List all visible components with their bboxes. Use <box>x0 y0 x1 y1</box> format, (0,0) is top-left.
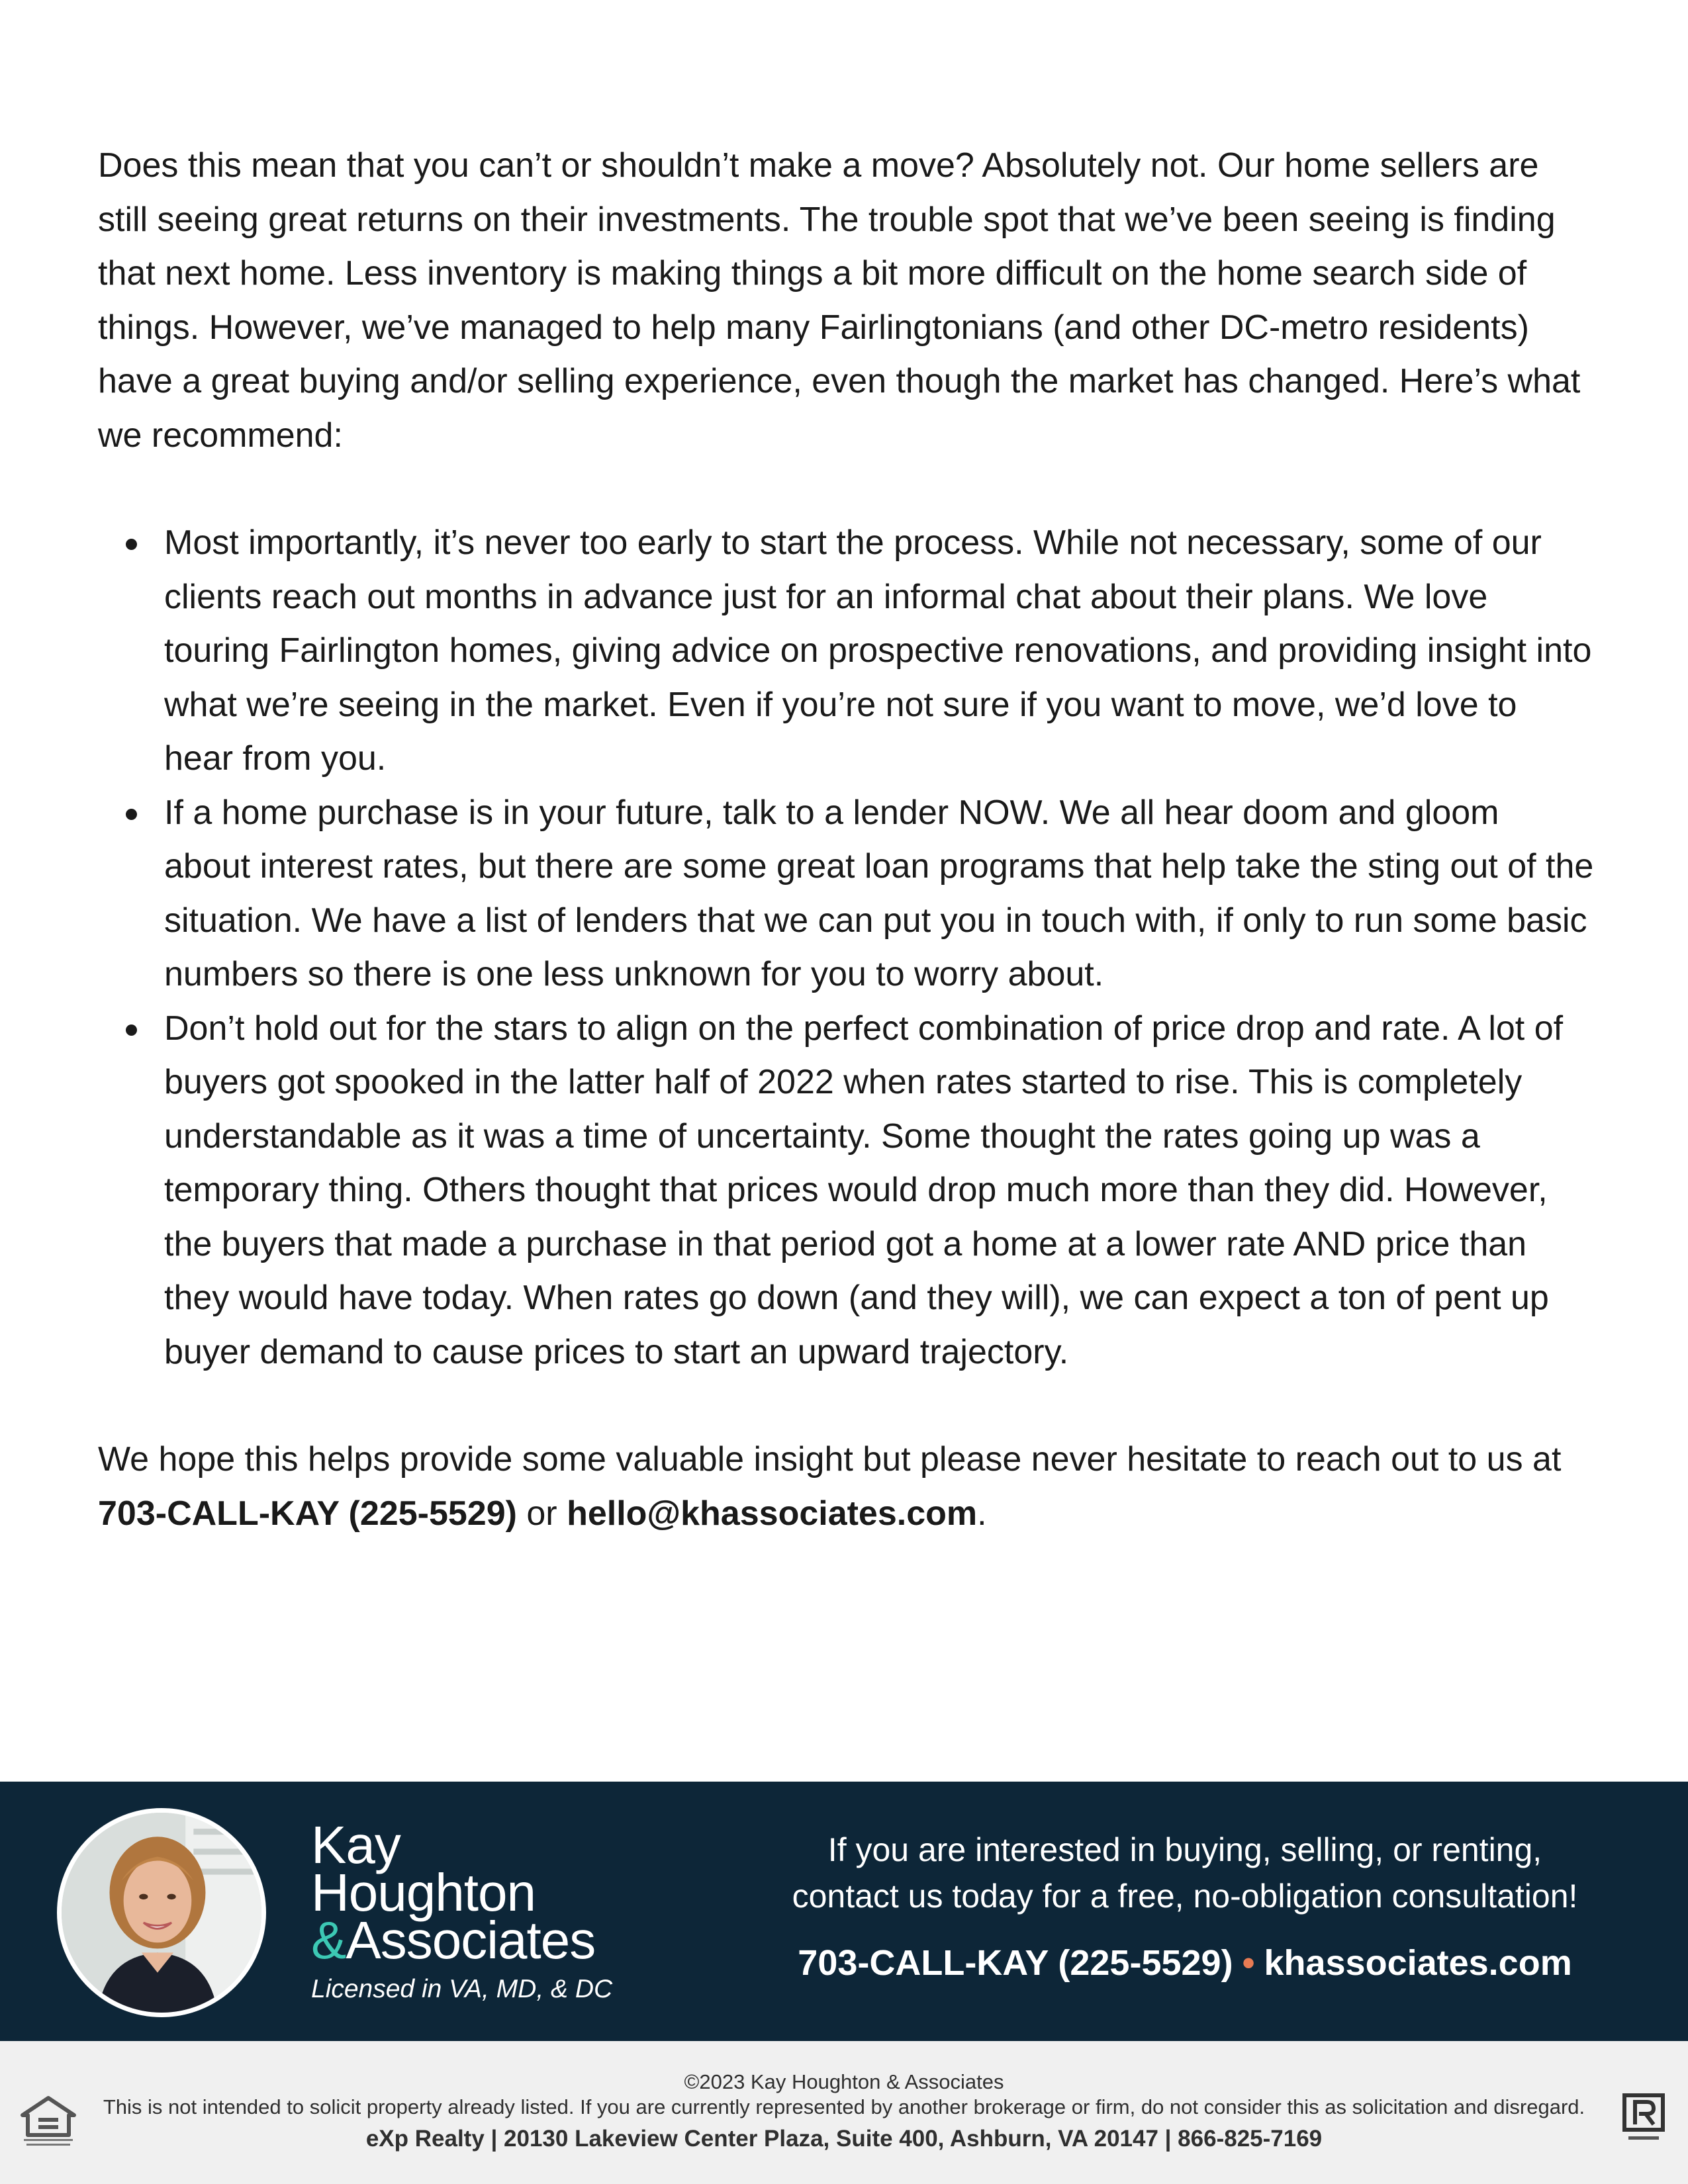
equal-housing-opportunity-icon <box>20 2095 77 2148</box>
list-item <box>98 1002 1594 1380</box>
closing-email-link[interactable]: hello@khassociates.com <box>567 1494 978 1533</box>
logo-associates-word: Associates <box>346 1911 596 1970</box>
logo-line-kay: Kay <box>311 1815 400 1874</box>
disclaimer: This is not intended to solicit property already listed. If you are currently represented by another brokerage or firm, do not consider this as solicitation and disregard. <box>103 2095 1585 2118</box>
cta-line-2: contact us today for a free, no-obligation consultation! <box>792 1878 1578 1915</box>
recommendation-list <box>98 516 1594 1379</box>
website-link[interactable]: khassociates.com <box>1264 1943 1572 1983</box>
separator-dot: • <box>1242 1943 1255 1983</box>
list-item <box>98 516 1594 786</box>
copyright: ©2023 Kay Houghton & Associates <box>684 2070 1004 2093</box>
licensed-note: Licensed in VA, MD, & DC <box>311 1975 613 2003</box>
realtor-icon <box>1622 2093 1665 2146</box>
intro-paragraph: Does this mean that you can’t or shouldn’t make a move? Absolutely not. Our home sellers are still seeing great returns on their investments. The trouble spot that we’ve been seeing is finding that next home. Less inventory is making things a bit more difficult on the home search side of things. However, we’ve managed to help many Fairlingtonians (and other DC-metro residents) have a great buying and/or selling experience, even though the market has changed. Here’s what we recommend: <box>98 146 1581 455</box>
list-item-text: If a home purchase is in your future, talk to a lender NOW. We all hear doom and gloom about interest rates, but there are some great loan programs that help take the sting out of the situation. We have a list of lenders that we can put you in touch with, if only to run some basic numbers so there is one less unknown for you to worry about. <box>164 793 1594 993</box>
contact-line <box>715 1942 1655 1983</box>
closing-or: or <box>516 1494 567 1533</box>
bullet-icon <box>126 809 137 820</box>
company-logo <box>311 1815 596 1970</box>
bullet-icon <box>126 1024 137 1036</box>
list-item <box>98 786 1594 1002</box>
list-item-text: Most importantly, it’s never too early to start the process. While not necessary, some of our clients reach out months in advance just for an informal chat about their plans. We love touring Fairlington homes, giving advice on prospective renovations, and providing insight into what we’re seeing in the market. Even if you’re not sure if you want to move, we’d love to hear from you. <box>164 523 1592 778</box>
logo-ampersand: & <box>311 1911 346 1970</box>
closing-paragraph <box>98 1433 1594 1541</box>
cta-message <box>715 1827 1655 1919</box>
agent-photo <box>62 1813 261 2013</box>
brokerage-address: eXp Realty | 20130 Lakeview Center Plaza, Suite 400, Ashburn, VA 20147 | 866-825-7169 <box>365 2126 1323 2152</box>
logo-line-associates <box>311 1911 596 1970</box>
list-item-text: Don’t hold out for the stars to align on the perfect combination of price drop and rate. A lot of buyers got spooked in the latter half of 2022 when rates started to rise. This is completely understandable as it was a time of uncertainty. Some thought the rates going up was a temporary thing. Others thought that prices would drop much more than they did. However, the buyers that made a purchase in that period got a home at a lower rate AND price than they would have today. When rates go down (and they will), we can expect a ton of pent up buyer demand to cause prices to start an upward trajectory. <box>164 1009 1564 1371</box>
closing-phone[interactable]: 703-CALL-KAY (225-5529) <box>98 1494 517 1533</box>
closing-period: . <box>977 1494 987 1533</box>
bullet-icon <box>126 539 137 550</box>
cta-line-1: If you are interested in buying, selling, or renting, <box>827 1831 1542 1868</box>
closing-text: We hope this helps provide some valuable insight but please never hesitate to reach out to us at <box>98 1440 1562 1479</box>
article-body <box>98 139 1594 1541</box>
footer-phone[interactable]: 703-CALL-KAY (225-5529) <box>798 1943 1233 1983</box>
legal-strip <box>0 2041 1688 2184</box>
logo-line-houghton: Houghton <box>311 1863 536 1922</box>
avatar <box>57 1808 266 2017</box>
